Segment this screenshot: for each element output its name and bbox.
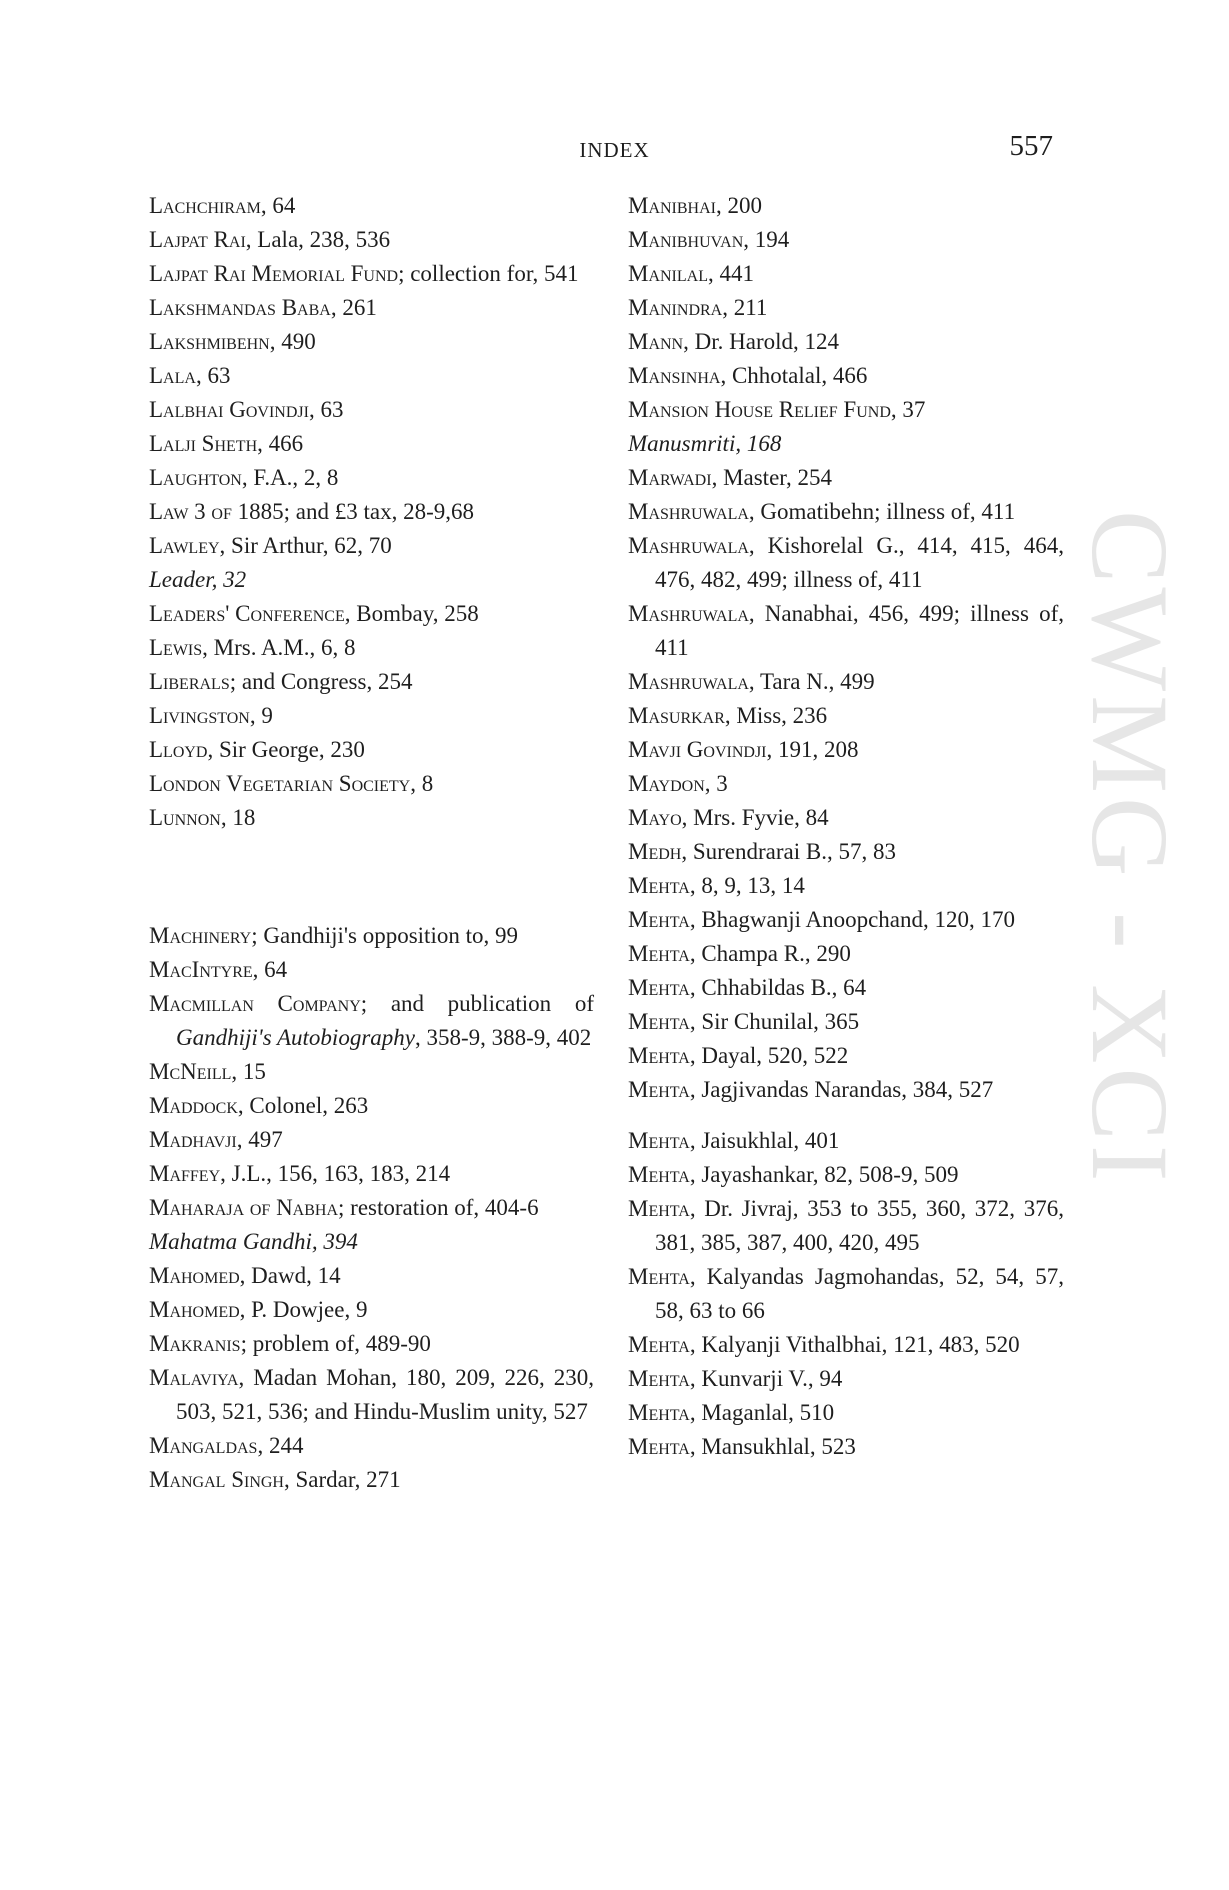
- index-entry: Mavji Govindji, 191, 208: [628, 737, 859, 762]
- index-entry: Manilal, 441: [628, 261, 754, 286]
- index-entry: Mehta, Dayal, 520, 522: [628, 1043, 849, 1068]
- index-entry: Mehta, Dr. Jivraj, 353 to 355, 360, 372, 376, 381, 385, 387, 400, 420, 495: [628, 1196, 1064, 1255]
- index-entry: Lala, 63: [149, 363, 231, 388]
- index-group-mehta: [628, 1124, 1064, 1464]
- index-entry: Lawley, Sir Arthur, 62, 70: [149, 533, 392, 558]
- index-entry: Medh, Surendrarai B., 57, 83: [628, 839, 896, 864]
- index-entry: Mehta, Kunvarji V., 94: [628, 1366, 843, 1391]
- index-entry: Mehta, Sir Chunilal, 365: [628, 1009, 860, 1034]
- index-entry: Manusmriti, 168: [628, 431, 782, 456]
- index-entry: Lalji Sheth, 466: [149, 431, 304, 456]
- index-group-l: [149, 189, 594, 835]
- index-entry: Mansinha, Chhotalal, 466: [628, 363, 868, 388]
- index-entry: Manibhai, 200: [628, 193, 762, 218]
- index-entry: Maydon, 3: [628, 771, 728, 796]
- index-group-man-meh: [628, 189, 1064, 1107]
- index-entry: Mashruwala, Tara N., 499: [628, 669, 875, 694]
- index-entry: Mehta, 8, 9, 13, 14: [628, 873, 805, 898]
- index-entry: Mehta, Champa R., 290: [628, 941, 851, 966]
- index-entry: Makranis; problem of, 489-90: [149, 1331, 431, 1356]
- index-entry: Mangaldas, 244: [149, 1433, 304, 1458]
- index-entry: Mehta, Chhabildas B., 64: [628, 975, 867, 1000]
- index-entry: Madhavji, 497: [149, 1127, 283, 1152]
- index-entry: London Vegetarian Society, 8: [149, 771, 434, 796]
- index-entry: Lewis, Mrs. A.M., 6, 8: [149, 635, 356, 660]
- index-entry: Laughton, F.A., 2, 8: [149, 465, 339, 490]
- index-entry: Mehta, Jaisukhlal, 401: [628, 1128, 840, 1153]
- index-entry: Leader, 32: [149, 567, 247, 592]
- index-entry: Mann, Dr. Harold, 124: [628, 329, 839, 354]
- index-entry: McNeill, 15: [149, 1059, 266, 1084]
- index-entry: Mansion House Relief Fund, 37: [628, 397, 926, 422]
- index-entry: Lajpat Rai, Lala, 238, 536: [149, 227, 391, 252]
- index-entry: Mehta, Jagjivandas Narandas, 384, 527: [628, 1077, 994, 1102]
- index-entry: Lachchiram, 64: [149, 193, 296, 218]
- index-entry: Mahomed, P. Dowjee, 9: [149, 1297, 368, 1322]
- index-entry: Maharaja of Nabha; restoration of, 404-6: [149, 1195, 539, 1220]
- right-index-column: [628, 189, 1064, 1464]
- watermark: CWMG - XCI: [1069, 510, 1191, 1186]
- index-entry: Mangal Singh, Sardar, 271: [149, 1467, 401, 1492]
- index-entry: Manibhuvan, 194: [628, 227, 790, 252]
- page-number: 557: [1009, 130, 1053, 162]
- index-entry: Livingston, 9: [149, 703, 273, 728]
- index-entry: Mehta, Maganlal, 510: [628, 1400, 835, 1425]
- index-entry: Mashruwala, Kishorelal G., 414, 415, 464, 476, 482, 499; illness of, 411: [628, 533, 1064, 592]
- index-entry: Lunnon, 18: [149, 805, 256, 830]
- index-entry: Law 3 of 1885; and £3 tax, 28-9,68: [149, 499, 474, 524]
- index-entry: MacIntyre, 64: [149, 957, 288, 982]
- index-entry: Maffey, J.L., 156, 163, 183, 214: [149, 1161, 451, 1186]
- section-gap: [149, 835, 594, 919]
- index-entry: Lalbhai Govindji, 63: [149, 397, 344, 422]
- index-entry: Machinery; Gandhiji's opposition to, 99: [149, 923, 518, 948]
- index-entry: Mehta, Kalyandas Jagmohandas, 52, 54, 57, 58, 63 to 66: [628, 1264, 1064, 1323]
- index-entry: Mahatma Gandhi, 394: [149, 1229, 358, 1254]
- index-entry: Mehta, Jayashankar, 82, 508-9, 509: [628, 1162, 959, 1187]
- index-entry: Lajpat Rai Memorial Fund; collection for, 541: [149, 261, 579, 286]
- index-entry: Mehta, Kalyanji Vithalbhai, 121, 483, 520: [628, 1332, 1020, 1357]
- running-head: INDEX: [579, 138, 650, 162]
- index-entry: Maddock, Colonel, 263: [149, 1093, 369, 1118]
- index-entry: Malaviya, Madan Mohan, 180, 209, 226, 230, 503, 521, 536; and Hindu-Muslim unity, 527: [149, 1365, 594, 1424]
- page-header: [0, 130, 1229, 170]
- index-entry: Masurkar, Miss, 236: [628, 703, 828, 728]
- index-entry: Mahomed, Dawd, 14: [149, 1263, 341, 1288]
- index-entry: Lakshmandas Baba, 261: [149, 295, 377, 320]
- section-gap: [628, 1107, 1064, 1124]
- index-entry: Lloyd, Sir George, 230: [149, 737, 365, 762]
- index-entry: Leaders' Conference, Bombay, 258: [149, 601, 479, 626]
- index-entry: Liberals; and Congress, 254: [149, 669, 413, 694]
- index-entry: Mashruwala, Nanabhai, 456, 499; illness of, 411: [628, 601, 1064, 660]
- index-entry: Mehta, Bhagwanji Anoopchand, 120, 170: [628, 907, 1015, 932]
- index-group-m: [149, 919, 594, 1497]
- index-entry: Mehta, Mansukhlal, 523: [628, 1434, 856, 1459]
- left-index-column: [149, 189, 594, 1497]
- index-entry: Marwadi, Master, 254: [628, 465, 833, 490]
- index-entry: Macmillan Company; and publication of Gandhiji's Autobiography, 358-9, 388-9, 402: [149, 991, 594, 1050]
- index-entry: Mayo, Mrs. Fyvie, 84: [628, 805, 829, 830]
- index-entry: Mashruwala, Gomatibehn; illness of, 411: [628, 499, 1016, 524]
- index-entry: Manindra, 211: [628, 295, 768, 320]
- index-entry: Lakshmibehn, 490: [149, 329, 316, 354]
